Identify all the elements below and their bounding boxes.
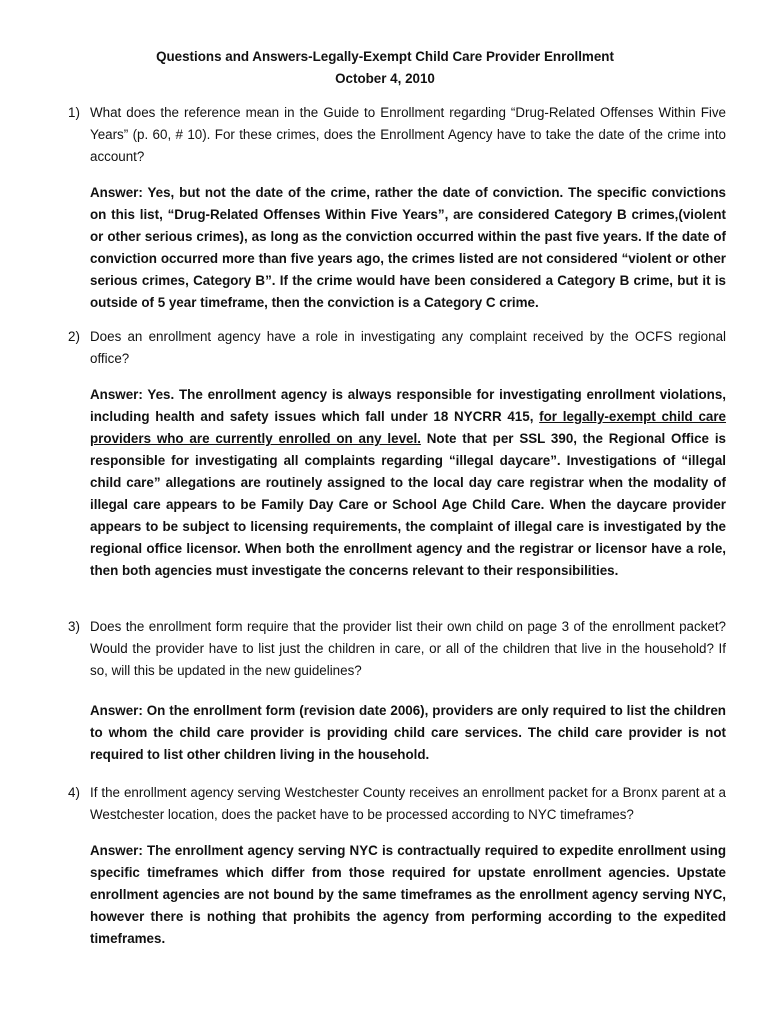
answer-text-part1: Answer: Yes. The enrollment agency is always responsible for investigating enrollment violations, including health and safety issues which fall under 18 NYCRR 415, [90,387,726,424]
answer-text-part2: Note that per SSL 390, the Regional Office is responsible for investigating all complaints regarding “illegal daycare”. Investigations of “illegal child care” allegations are routinely assigned to the local day care registrar when the modality of illegal care appears to be Family Day Care or School Age Child Care. When the daycare provider appears to be subject to licensing requirements, the complaint of illegal care is investigated by the regional office licensor. When both the enrollment agency and the registrar or licensor have a role, then both agencies must investigate the concerns relevant to their responsibilities. [90,431,726,578]
qa-body [90,102,726,314]
answer-underlined-text: for legally-exempt child care providers who are currently enrolled on any level. [90,409,727,446]
item-number: 3) [68,619,80,634]
question-text: If the enrollment agency serving Westchester County receives an enrollment packet for a Bronx parent at a Westchester location, does the packet have to be processed according to NYC timeframes? [90,785,726,822]
answer-text: Answer: Yes, but not the date of the crime, rather the date of conviction. The specific convictions on this list, “Drug-Related Offenses Within Five Years”, are considered Category B crimes,(violent or other serious crimes), as long as the conviction occurred within the past five years. If the date of conviction occurred more than five years ago, the crimes listed are not considered “violent or other serious crimes, Category B”. If the crime would have been considered a Category B crime, but it is outside of 5 year timeframe, then the conviction is a Category C crime. [90,185,726,310]
question-text: Does the enrollment form require that the provider list their own child on page 3 of the enrollment packet? Would the provider have to list just the children in care, or all of the children that live in the household? If so, will this be updated in the new guidelines? [90,619,726,678]
answer-text [90,384,726,582]
qa-item-2 [68,326,726,582]
qa-item-4 [68,782,726,950]
qa-item-1 [68,102,726,314]
qa-body [90,326,726,582]
qa-item-3 [68,616,726,766]
item-number: 2) [68,329,80,344]
question-text: What does the reference mean in the Guide to Enrollment regarding “Drug-Related Offenses Within Five Years” (p. 60, # 10). For these crimes, does the Enrollment Agency have to take the date of the crime into account? [90,105,726,164]
item-number: 4) [68,785,80,800]
answer-text: Answer: On the enrollment form (revision date 2006), providers are only required to list the children to whom the child care provider is providing child care services. The child care provider is not required to list other children living in the household. [90,703,726,762]
document-date: October 4, 2010 [335,71,435,86]
answer-text: Answer: The enrollment agency serving NYC is contractually required to expedite enrollment using specific timeframes which differ from those required for upstate enrollment agencies. Upstate enrollment agencies are not bound by the same timeframes as the enrollment agency serving NYC, however there is nothing that prohibits the agency from performing according to the expedited timeframes. [90,843,726,946]
qa-body [90,782,726,950]
document-title: Questions and Answers-Legally-Exempt Child Care Provider Enrollment [156,49,614,64]
question-text: Does an enrollment agency have a role in investigating any complaint received by the OCFS regional office? [90,329,726,366]
item-number: 1) [68,105,80,120]
qa-body [90,616,726,766]
